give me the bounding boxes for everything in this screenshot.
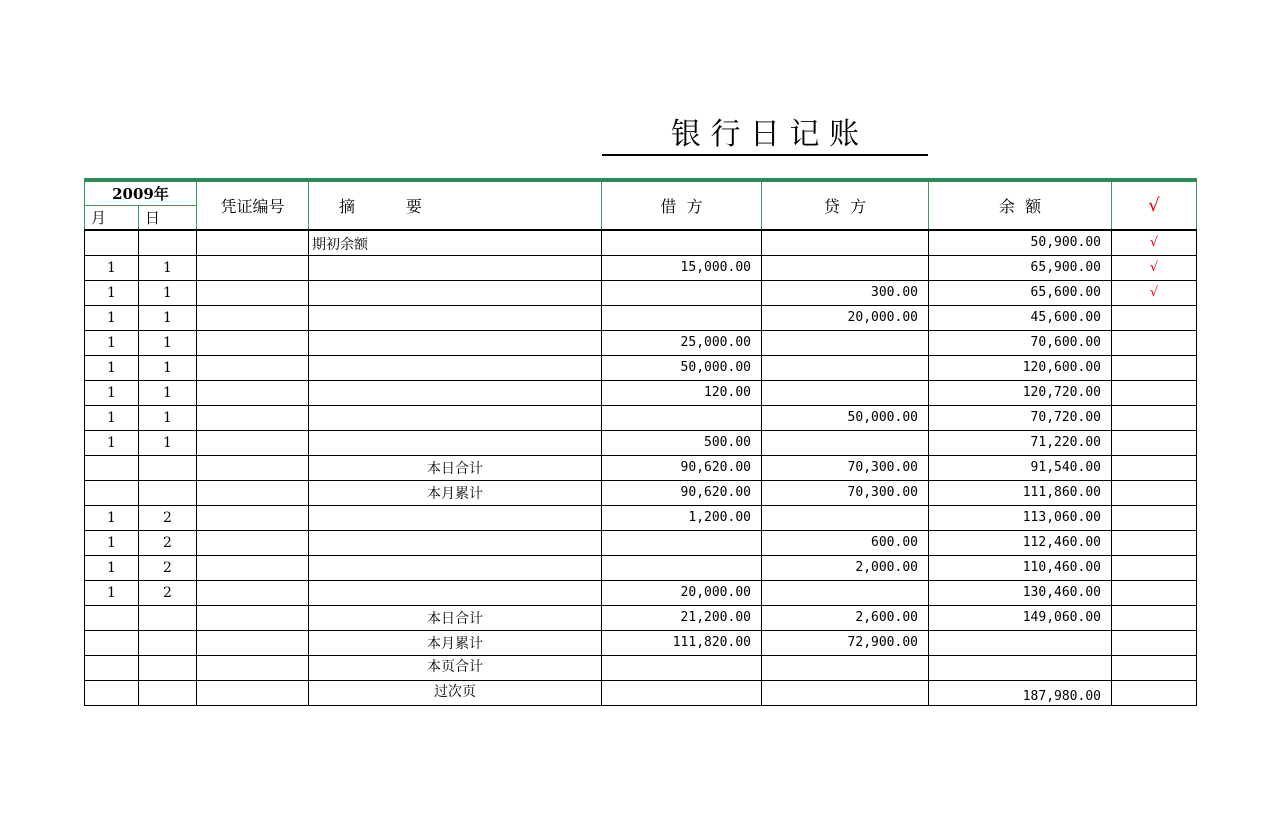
table-row — [85, 680, 1197, 705]
debit-cell — [602, 655, 762, 680]
summary-cell — [309, 355, 602, 380]
check-cell — [1112, 380, 1197, 405]
day-cell: 1 — [139, 330, 197, 355]
voucher-header: 凭证编号 — [197, 180, 309, 230]
day-cell: 1 — [139, 380, 197, 405]
debit-cell — [602, 555, 762, 580]
year-header: 2009年 — [85, 180, 197, 205]
day-cell: 2 — [139, 580, 197, 605]
credit-cell — [762, 330, 929, 355]
month-cell: 1 — [85, 255, 139, 280]
check-cell — [1112, 630, 1197, 655]
balance-cell: 111,860.00 — [929, 480, 1112, 505]
table-row — [85, 355, 1197, 380]
month-cell: 1 — [85, 330, 139, 355]
credit-cell: 300.00 — [762, 280, 929, 305]
summary-cell — [309, 405, 602, 430]
day-cell: 1 — [139, 355, 197, 380]
debit-cell: 1,200.00 — [602, 505, 762, 530]
summary-cell — [309, 530, 602, 555]
voucher-cell — [197, 680, 309, 705]
summary-cell: 本月累计 — [309, 480, 602, 505]
balance-cell — [929, 630, 1112, 655]
check-cell — [1112, 480, 1197, 505]
debit-cell — [602, 680, 762, 705]
credit-cell — [762, 255, 929, 280]
credit-cell: 72,900.00 — [762, 630, 929, 655]
voucher-cell — [197, 505, 309, 530]
debit-cell: 500.00 — [602, 430, 762, 455]
bank-journal-table — [84, 178, 1197, 706]
voucher-cell — [197, 630, 309, 655]
month-cell: 1 — [85, 430, 139, 455]
check-cell: √ — [1112, 255, 1197, 280]
debit-cell — [602, 530, 762, 555]
credit-cell — [762, 505, 929, 530]
debit-cell — [602, 280, 762, 305]
voucher-cell — [197, 655, 309, 680]
credit-cell: 2,600.00 — [762, 605, 929, 630]
table-row — [85, 380, 1197, 405]
day-cell: 1 — [139, 280, 197, 305]
summary-header: 摘 要 — [309, 180, 602, 230]
table-row — [85, 430, 1197, 455]
voucher-cell — [197, 555, 309, 580]
voucher-cell — [197, 280, 309, 305]
voucher-cell — [197, 405, 309, 430]
voucher-cell — [197, 580, 309, 605]
debit-cell: 21,200.00 — [602, 605, 762, 630]
summary-cell — [309, 305, 602, 330]
check-cell — [1112, 605, 1197, 630]
balance-cell: 71,220.00 — [929, 430, 1112, 455]
check-cell — [1112, 555, 1197, 580]
summary-cell: 本月累计 — [309, 630, 602, 655]
day-cell — [139, 455, 197, 480]
debit-cell: 111,820.00 — [602, 630, 762, 655]
balance-cell: 187,980.00 — [929, 680, 1112, 705]
month-cell: 1 — [85, 505, 139, 530]
day-cell: 2 — [139, 555, 197, 580]
voucher-cell — [197, 530, 309, 555]
debit-cell — [602, 230, 762, 255]
debit-cell — [602, 305, 762, 330]
voucher-cell — [197, 255, 309, 280]
check-cell — [1112, 430, 1197, 455]
debit-cell — [602, 405, 762, 430]
credit-cell — [762, 580, 929, 605]
voucher-cell — [197, 430, 309, 455]
check-cell — [1112, 505, 1197, 530]
voucher-cell — [197, 355, 309, 380]
summary-cell: 本日合计 — [309, 455, 602, 480]
table-row — [85, 605, 1197, 630]
check-cell — [1112, 330, 1197, 355]
day-cell — [139, 655, 197, 680]
page-title: 银 行 日 记 账 — [602, 116, 928, 156]
balance-header: 余 额 — [929, 180, 1112, 230]
check-cell — [1112, 530, 1197, 555]
check-cell — [1112, 655, 1197, 680]
summary-cell — [309, 580, 602, 605]
table-row — [85, 630, 1197, 655]
voucher-cell — [197, 605, 309, 630]
day-cell — [139, 605, 197, 630]
month-cell — [85, 230, 139, 255]
table-row — [85, 405, 1197, 430]
summary-cell: 本页合计 — [309, 655, 602, 680]
table-header — [85, 180, 1197, 230]
debit-cell: 120.00 — [602, 380, 762, 405]
day-cell: 2 — [139, 530, 197, 555]
check-header: √ — [1112, 180, 1197, 230]
balance-cell: 149,060.00 — [929, 605, 1112, 630]
day-cell — [139, 680, 197, 705]
debit-cell: 50,000.00 — [602, 355, 762, 380]
credit-header: 贷 方 — [762, 180, 929, 230]
table-row — [85, 280, 1197, 305]
month-cell — [85, 655, 139, 680]
month-header: 月 — [85, 205, 139, 230]
credit-cell — [762, 355, 929, 380]
table-row — [85, 655, 1197, 680]
month-cell — [85, 455, 139, 480]
day-cell — [139, 480, 197, 505]
credit-cell: 600.00 — [762, 530, 929, 555]
voucher-cell — [197, 230, 309, 255]
balance-cell: 112,460.00 — [929, 530, 1112, 555]
day-cell: 1 — [139, 405, 197, 430]
month-cell: 1 — [85, 280, 139, 305]
table-row — [85, 330, 1197, 355]
month-cell: 1 — [85, 555, 139, 580]
balance-cell: 45,600.00 — [929, 305, 1112, 330]
check-cell — [1112, 580, 1197, 605]
credit-cell — [762, 655, 929, 680]
check-cell — [1112, 680, 1197, 705]
summary-cell — [309, 330, 602, 355]
month-cell: 1 — [85, 305, 139, 330]
table-body — [85, 230, 1197, 705]
check-cell: √ — [1112, 230, 1197, 255]
check-cell — [1112, 355, 1197, 380]
day-cell: 1 — [139, 430, 197, 455]
table-row — [85, 555, 1197, 580]
balance-cell: 110,460.00 — [929, 555, 1112, 580]
voucher-cell — [197, 455, 309, 480]
balance-cell: 70,600.00 — [929, 330, 1112, 355]
credit-cell: 2,000.00 — [762, 555, 929, 580]
credit-cell: 20,000.00 — [762, 305, 929, 330]
day-cell: 2 — [139, 505, 197, 530]
debit-cell: 20,000.00 — [602, 580, 762, 605]
month-cell — [85, 680, 139, 705]
table-row — [85, 480, 1197, 505]
day-cell — [139, 230, 197, 255]
balance-cell: 65,900.00 — [929, 255, 1112, 280]
debit-cell: 90,620.00 — [602, 455, 762, 480]
summary-cell: 期初余额 — [309, 230, 602, 255]
table-row — [85, 455, 1197, 480]
summary-cell — [309, 380, 602, 405]
day-cell — [139, 630, 197, 655]
month-cell: 1 — [85, 355, 139, 380]
month-cell: 1 — [85, 580, 139, 605]
table-row — [85, 255, 1197, 280]
voucher-cell — [197, 305, 309, 330]
summary-cell — [309, 555, 602, 580]
summary-cell: 过次页 — [309, 680, 602, 705]
debit-cell: 15,000.00 — [602, 255, 762, 280]
check-cell: √ — [1112, 280, 1197, 305]
credit-cell — [762, 430, 929, 455]
balance-cell: 91,540.00 — [929, 455, 1112, 480]
check-cell — [1112, 405, 1197, 430]
credit-cell: 70,300.00 — [762, 480, 929, 505]
day-cell: 1 — [139, 255, 197, 280]
balance-cell: 113,060.00 — [929, 505, 1112, 530]
balance-cell — [929, 655, 1112, 680]
month-cell: 1 — [85, 405, 139, 430]
table-row — [85, 530, 1197, 555]
debit-header: 借 方 — [602, 180, 762, 230]
table-row — [85, 305, 1197, 330]
month-cell: 1 — [85, 380, 139, 405]
month-cell — [85, 605, 139, 630]
summary-cell: 本日合计 — [309, 605, 602, 630]
summary-cell — [309, 280, 602, 305]
voucher-cell — [197, 480, 309, 505]
day-header: 日 — [139, 205, 197, 230]
credit-cell — [762, 230, 929, 255]
balance-cell: 130,460.00 — [929, 580, 1112, 605]
credit-cell — [762, 680, 929, 705]
credit-cell — [762, 380, 929, 405]
voucher-cell — [197, 330, 309, 355]
balance-cell: 120,720.00 — [929, 380, 1112, 405]
table-row — [85, 505, 1197, 530]
table-row — [85, 580, 1197, 605]
balance-cell: 50,900.00 — [929, 230, 1112, 255]
balance-cell: 65,600.00 — [929, 280, 1112, 305]
credit-cell: 70,300.00 — [762, 455, 929, 480]
credit-cell: 50,000.00 — [762, 405, 929, 430]
balance-cell: 120,600.00 — [929, 355, 1112, 380]
voucher-cell — [197, 380, 309, 405]
day-cell: 1 — [139, 305, 197, 330]
month-cell — [85, 630, 139, 655]
debit-cell: 90,620.00 — [602, 480, 762, 505]
debit-cell: 25,000.00 — [602, 330, 762, 355]
month-cell — [85, 480, 139, 505]
balance-cell: 70,720.00 — [929, 405, 1112, 430]
check-cell — [1112, 455, 1197, 480]
month-cell: 1 — [85, 530, 139, 555]
table-row — [85, 230, 1197, 255]
summary-cell — [309, 505, 602, 530]
check-cell — [1112, 305, 1197, 330]
summary-cell — [309, 255, 602, 280]
summary-cell — [309, 430, 602, 455]
